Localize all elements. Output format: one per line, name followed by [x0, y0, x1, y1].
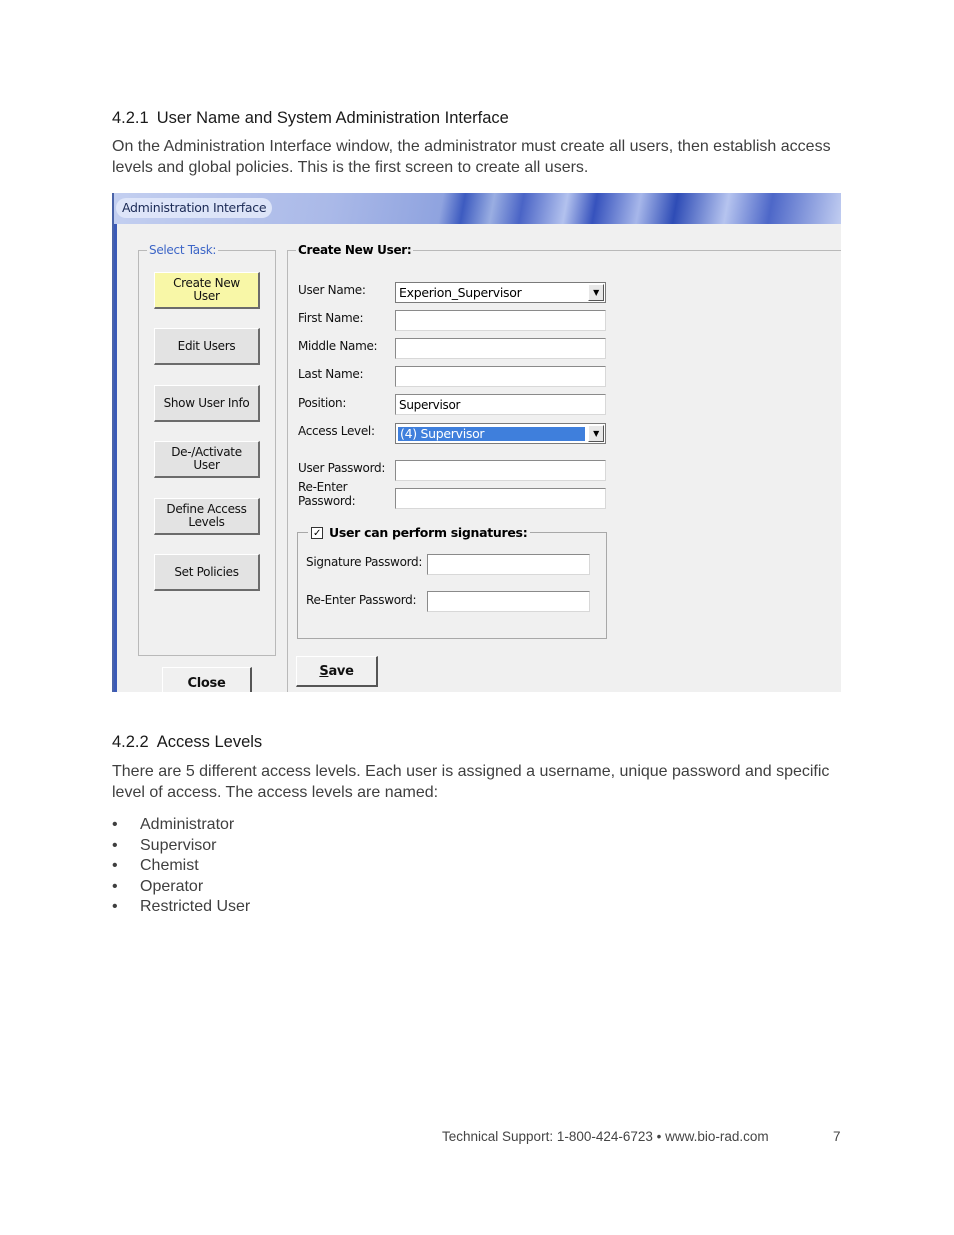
set-policies-button[interactable]: Set Policies [154, 554, 260, 591]
middle-name-field[interactable] [395, 338, 606, 359]
admin-interface-screenshot [112, 193, 841, 692]
define-access-levels-button[interactable]: Define Access Levels [154, 498, 260, 535]
signature-password-field[interactable] [427, 554, 590, 575]
signature-password-label: Signature Password: [306, 555, 423, 569]
create-new-user-button[interactable]: Create New User [154, 272, 260, 309]
reenter-password-label: Re-Enter Password: [298, 480, 356, 508]
signatures-checkbox[interactable]: ✓ [312, 527, 322, 539]
user-name-value: Experion_Supervisor [399, 285, 522, 300]
first-name-field[interactable] [395, 310, 606, 331]
footer-support: Technical Support: 1-800-424-6723 • www.bio-rad.com [442, 1129, 769, 1144]
page-number: 7 [833, 1129, 841, 1144]
access-levels-paragraph: There are 5 different access levels. Each user is assigned a username, unique password and specific level of access. The access levels are named: [112, 763, 830, 801]
last-name-label: Last Name: [298, 367, 364, 381]
show-user-info-button[interactable]: Show User Info [154, 385, 260, 422]
access-level-label: Access Level: [298, 424, 375, 438]
section-heading-4-2-1: 4.2.1 User Name and System Administration Interface [112, 109, 509, 127]
chevron-down-icon[interactable]: ▼ [588, 425, 604, 442]
close-button[interactable]: Close [162, 667, 252, 692]
user-name-label: User Name: [298, 283, 366, 297]
chevron-down-icon[interactable]: ▼ [588, 284, 604, 301]
list-item: • Supervisor [112, 836, 217, 854]
reenter-password-field[interactable] [395, 488, 606, 509]
list-item: • Administrator [112, 816, 235, 833]
list-item: • Operator [112, 877, 204, 895]
signatures-group [297, 525, 607, 639]
deactivate-user-button[interactable]: De-/Activate User [154, 441, 260, 478]
select-task-label: Select Task: [149, 243, 217, 257]
section-intro-paragraph: On the Administration Interface window, the administrator must create all users, then establish access levels and global policies. This is the first screen to create all users. [112, 138, 831, 176]
user-name-combo[interactable] [395, 282, 606, 303]
middle-name-label: Middle Name: [298, 339, 378, 353]
position-field[interactable]: Supervisor [395, 394, 606, 415]
position-label: Position: [298, 396, 347, 410]
window-titlebar [114, 193, 841, 224]
access-levels-list [112, 815, 250, 918]
create-new-user-label: Create New User: [298, 243, 412, 257]
user-password-field[interactable] [395, 460, 606, 481]
access-level-value: (4) Supervisor [398, 427, 585, 441]
signatures-label: User can perform signatures: [329, 525, 528, 540]
save-button[interactable]: S ave [296, 656, 378, 687]
user-password-label: User Password: [298, 461, 386, 475]
access-level-combo[interactable] [395, 423, 606, 444]
last-name-field[interactable] [395, 366, 606, 387]
first-name-label: First Name: [298, 311, 364, 325]
signature-reenter-field[interactable] [427, 591, 590, 612]
list-item: • Chemist [112, 857, 199, 874]
window-title: Administration Interface [116, 198, 272, 218]
list-item: • Restricted User [112, 898, 251, 915]
edit-users-button[interactable]: Edit Users [154, 328, 260, 365]
section-heading-4-2-2: 4.2.2 Access Levels [112, 733, 263, 751]
signature-reenter-label: Re-Enter Password: [306, 593, 417, 607]
